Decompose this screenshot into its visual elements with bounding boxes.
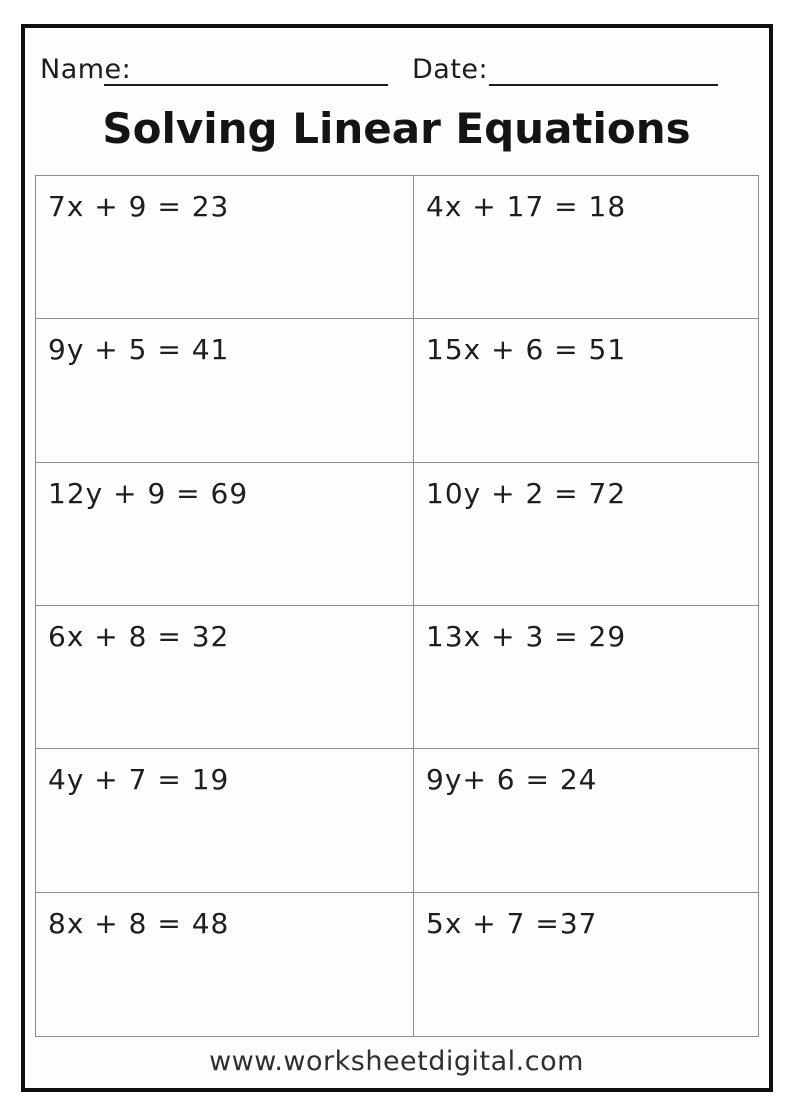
- footer-website-url: www.worksheetdigital.com: [209, 1046, 584, 1077]
- equation-text: 8x + 8 = 48: [48, 906, 230, 940]
- date-fill-in-line: [489, 84, 718, 86]
- equation-text: 13x + 3 = 29: [426, 619, 627, 653]
- equation-text: 15x + 6 = 51: [426, 333, 627, 367]
- problems-grid: [35, 175, 759, 1037]
- equation-text: 4y + 7 = 19: [48, 763, 230, 797]
- equation-text: 9y + 5 = 41: [48, 333, 230, 367]
- problem-cell: [414, 749, 758, 892]
- problem-cell: [36, 176, 414, 319]
- date-label: Date:: [412, 54, 489, 85]
- problem-cell: [36, 893, 414, 1036]
- name-label: Name:: [40, 54, 132, 85]
- problem-cell: [414, 893, 758, 1036]
- problem-cell: [414, 606, 758, 749]
- name-fill-in-line: [104, 84, 388, 86]
- problem-cell: [36, 749, 414, 892]
- equation-text: 6x + 8 = 32: [48, 619, 230, 653]
- problem-cell: [414, 463, 758, 606]
- problem-cell: [36, 606, 414, 749]
- equation-text: 4x + 17 = 18: [426, 190, 627, 223]
- problem-cell: [414, 319, 758, 462]
- problem-cell: [414, 176, 758, 319]
- equation-text: 9y+ 6 = 24: [426, 763, 598, 797]
- equation-text: 5x + 7 =37: [426, 906, 598, 940]
- equation-text: 10y + 2 = 72: [426, 476, 627, 510]
- page-title: Solving Linear Equations: [102, 104, 691, 153]
- problem-cell: [36, 319, 414, 462]
- equation-text: 7x + 9 = 23: [48, 190, 230, 223]
- equation-text: 12y + 9 = 69: [48, 476, 249, 510]
- problem-cell: [36, 463, 414, 606]
